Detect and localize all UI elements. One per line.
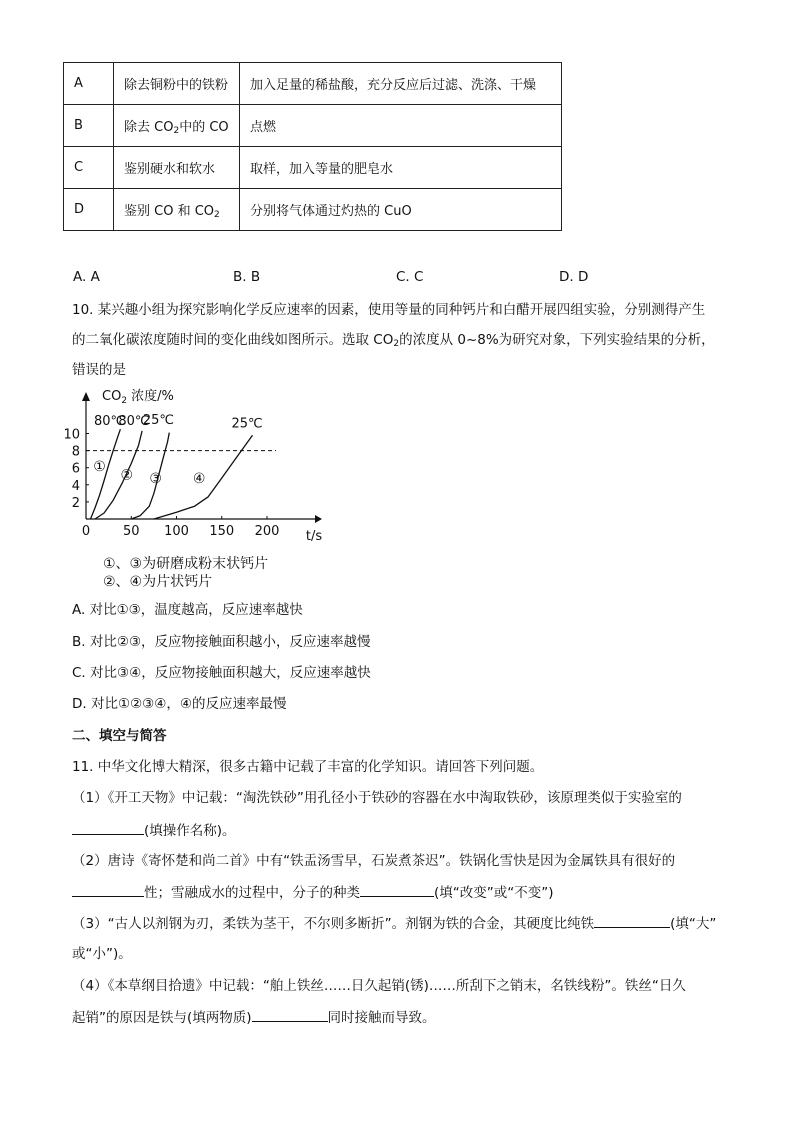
q9-choice-a: A. A [73,269,100,285]
temperature-label: 25℃ [231,416,263,432]
y-tick-label: 8 [71,444,80,460]
table-row [64,105,562,147]
y-tick-label: 10 [63,427,80,443]
x-axis-label: t/s [305,529,323,544]
q11-stem: 11. 中华文化博大精深，很多古籍中记载了丰富的化学知识。请回答下列问题。 [72,759,544,775]
table-row [64,63,562,105]
q11-part3-line1: （3）“古人以剂钢为刃，柔铁为茎干，不尔则多断折”。剂钢为铁的合金，其硬度比纯铁 (填“大” [72,913,716,934]
x-axis-arrow [315,515,322,523]
y-axis-arrow [82,392,90,401]
y-tick-label: 6 [71,461,80,477]
q11-part4-line1: （4）《本草纲目拾遗》中记载：“舶上铁丝……日久起销(锈)……所刮下之销末，名铁线粉”。铁丝“日久 [72,978,686,994]
table-row [64,147,562,189]
series-marker-label: ③ [149,470,162,487]
series-marker-label: ④ [192,470,206,487]
table-cell-purpose: 除去铜粉中的铁粉 [114,63,240,105]
q10-option-d: D. 对比①②③④，④的反应速率最慢 [72,696,287,712]
answer-blank[interactable] [252,1007,328,1022]
table-cell-purpose: 鉴别硬水和软水 [114,147,240,189]
temperature-label: 25℃ [142,412,174,428]
y-tick-label: 2 [71,495,80,511]
table-cell-purpose: 除去 $CO_2$中的 CO [114,105,240,147]
chart-note-1: ①、③为研磨成粉末状钙片 [103,556,269,572]
x-tick-label: 50 [122,524,140,539]
q11-part2-line2: 性；雪融成水的过程中，分子的种类 (填“改变”或“不变”) [72,882,554,903]
q9-choice-b: B. B [233,269,261,285]
answer-blank[interactable] [72,882,144,897]
temperature-label: 80℃ [93,413,126,429]
table-cell-option: D [64,189,114,231]
series-marker-label: ① [93,458,106,475]
q11-part3-line2: 或“小”)。 [72,946,132,962]
x-tick-label: 150 [209,524,235,539]
table-cell-method: 分别将气体通过灼热的 CuO [240,189,562,231]
y-axis-label: $CO_2$ 浓度/% [102,389,174,406]
x-tick-label: 200 [254,524,280,539]
q10-stem-line3: 错误的是 [72,362,126,378]
chart-note-2: ②、④为片状钙片 [103,574,213,590]
section-heading: 二、填空与简答 [72,728,167,744]
temperature-label: 80℃ [118,413,150,429]
q11-part1-line1: （1）《开工天物》中记载：“淘洗铁砂”用孔径小于铁砂的容器在水中淘取铁砂，该原理类似于实验室的 [72,790,682,806]
table-cell-purpose: 鉴别 CO 和 $CO_2$ [114,189,240,231]
q9-choice-d: D. D [559,269,589,285]
y-tick-label: 4 [71,478,80,494]
co2-concentration-chart [60,380,360,550]
answer-blank[interactable] [360,882,434,897]
q11-part4-line2: 起销”的原因是铁与(填两物质) 同时接触而导致。 [72,1007,436,1028]
q11-part2-line1: （2）唐诗《寄怀楚和尚二首》中有“铁盂汤雪早，石炭煮茶迟”。铁锅化雪快是因为金属铁具有很好的 [72,853,676,869]
options-table [63,62,562,231]
q10-option-c: C. 对比③④，反应物接触面积越大，反应速率越快 [72,665,371,681]
q10-option-a: A. 对比①③，温度越高，反应速率越快 [72,602,303,618]
q11-part1-line2: (填操作名称)。 [72,820,236,841]
q10-stem-line1: 10. 某兴趣小组为探究影响化学反应速率的因素，使用等量的同种钙片和白醋开展四组实验，分别测得产生 [72,302,706,318]
q9-choice-c: C. C [396,269,424,285]
table-cell-method: 点燃 [240,105,562,147]
answer-blank[interactable] [594,913,670,928]
table-cell-option: B [64,105,114,147]
table-cell-method: 加入足量的稀盐酸，充分反应后过滤、洗涤、干燥 [240,63,562,105]
x-tick-label: 100 [164,524,189,539]
table-cell-option: A [64,63,114,105]
table-cell-option: C [64,147,114,189]
q10-stem-line2: 的二氧化碳浓度随时间的变化曲线如图所示。选取 $CO_2$的浓度从 0~8%为研究对象，下列实验结果的分析， [72,332,715,349]
x-tick-label: 0 [81,524,91,539]
table-row [64,189,562,231]
answer-blank[interactable] [72,820,144,835]
series-marker-label: ② [120,467,134,484]
table-cell-method: 取样，加入等量的肥皂水 [240,147,562,189]
q10-option-b: B. 对比②③，反应物接触面积越小，反应速率越慢 [72,634,371,650]
